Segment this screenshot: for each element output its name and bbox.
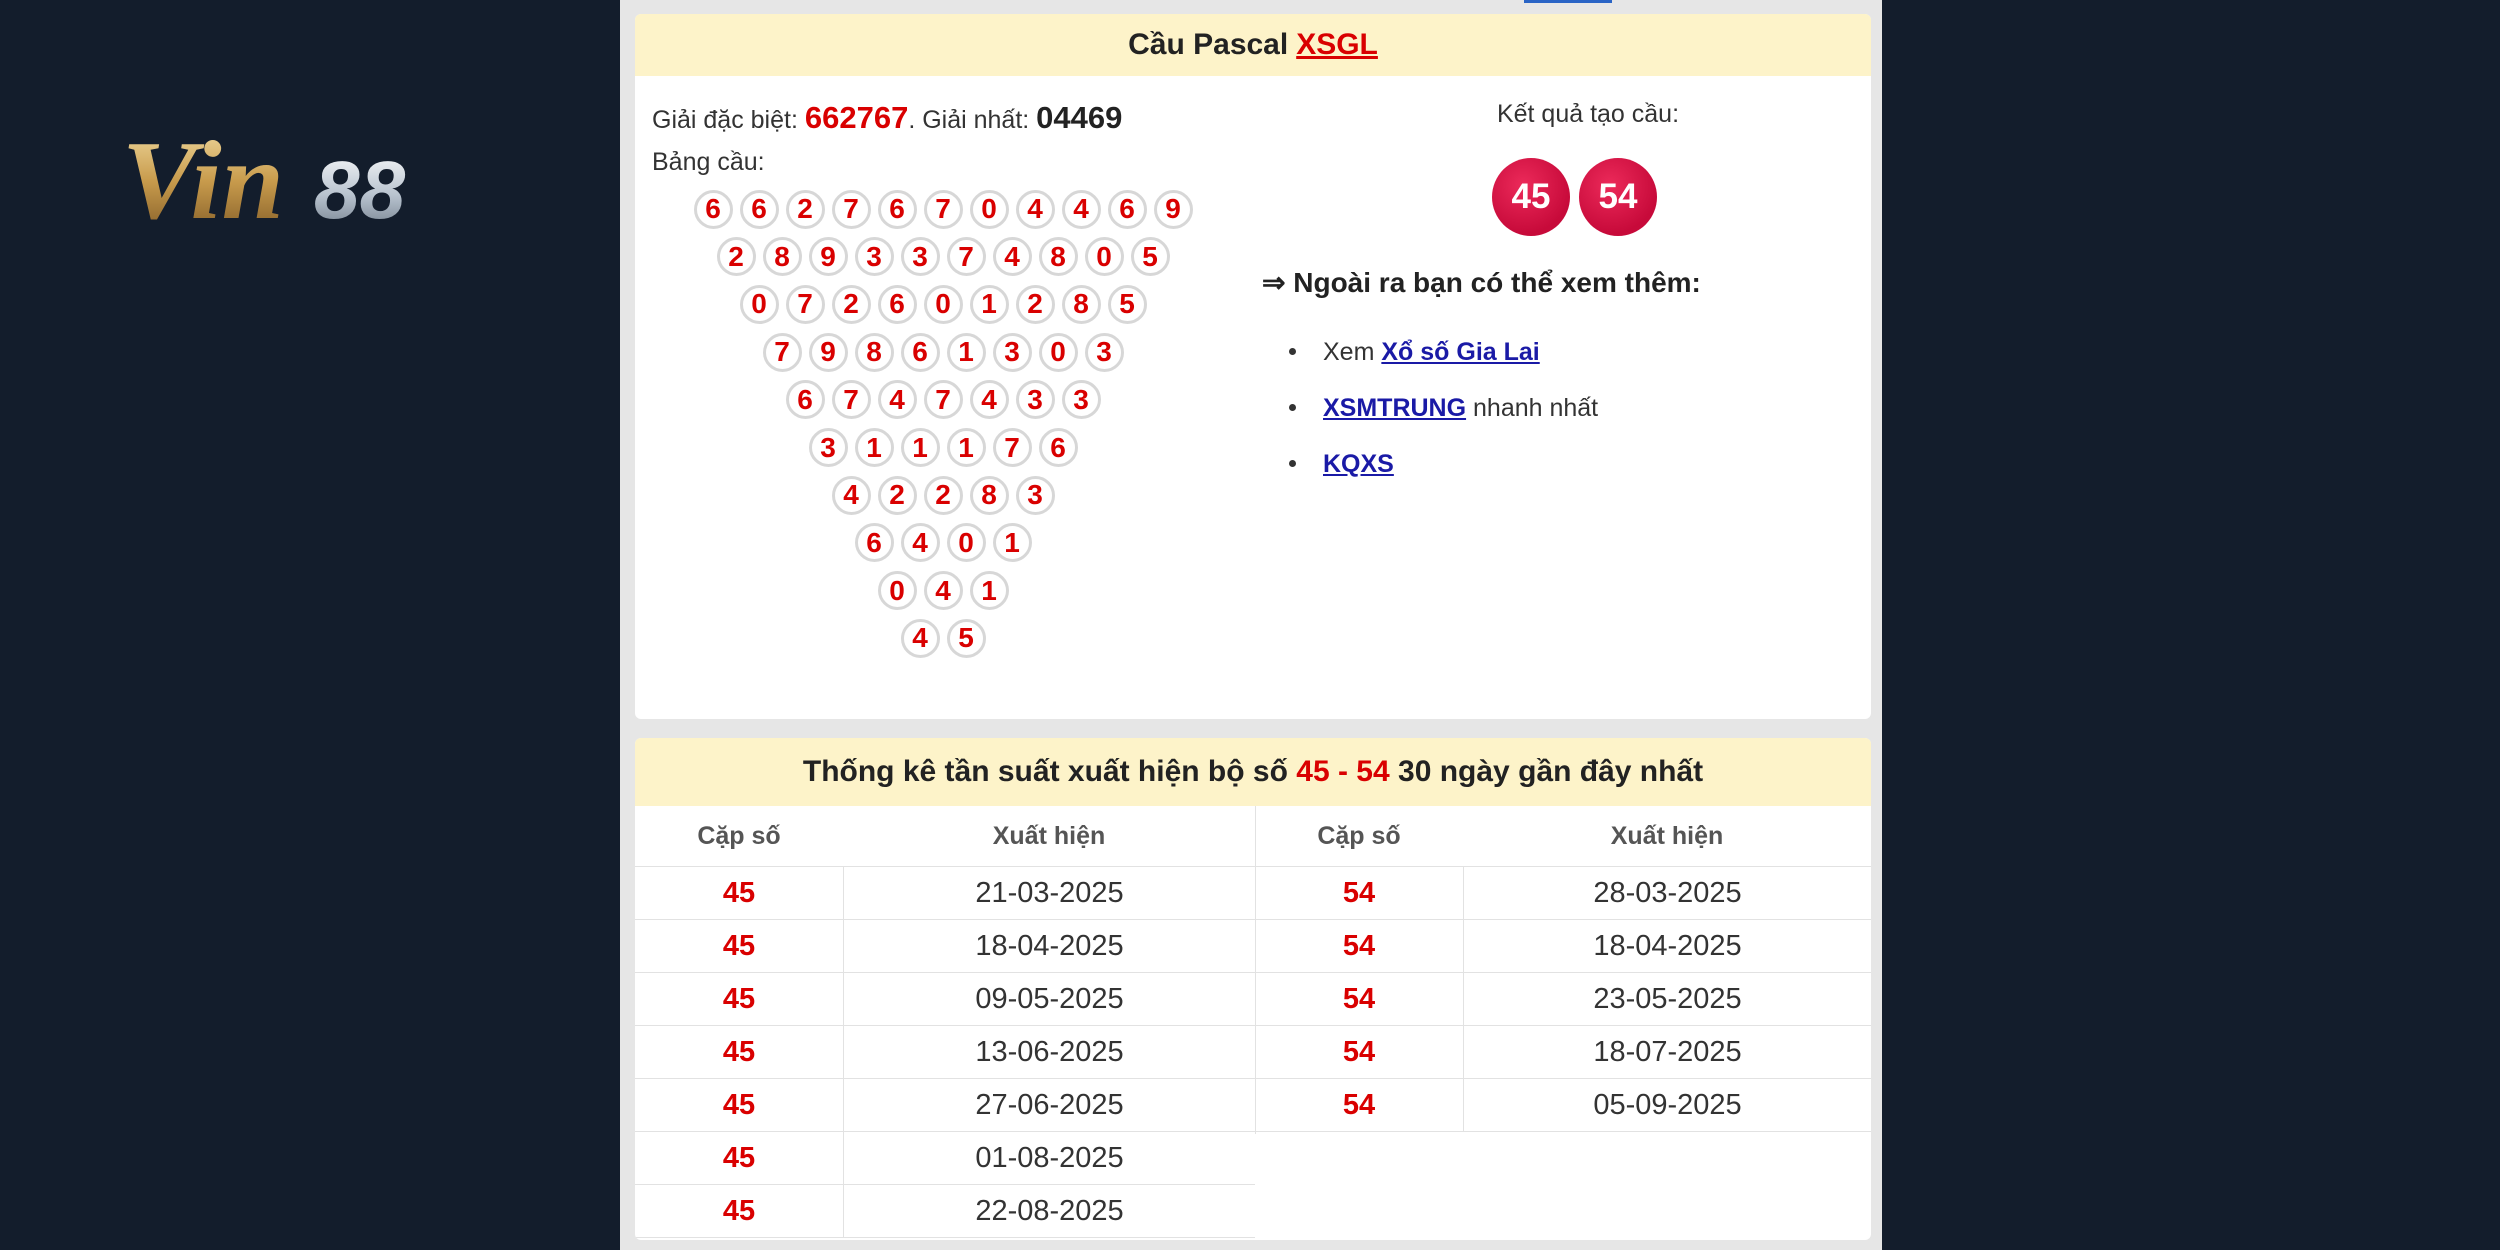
first-prize-label: . Giải nhất: bbox=[908, 106, 1037, 134]
date-cell: 05-09-2025 bbox=[1593, 1088, 1742, 1121]
table-row bbox=[1255, 867, 1871, 920]
table-right-half bbox=[1255, 806, 1871, 1132]
triangle-digit: 6 bbox=[1108, 190, 1147, 229]
pair-cell: 45 bbox=[635, 1185, 844, 1237]
pair-cell: 54 bbox=[1255, 1079, 1464, 1131]
list-item bbox=[1323, 380, 1598, 436]
triangle-digit: 1 bbox=[970, 285, 1009, 324]
col-date-header: Xuất hiện bbox=[992, 821, 1106, 850]
see-more-heading: ⇒ Ngoài ra bạn có thể xem thêm: bbox=[1262, 267, 1701, 298]
triangle-digit: 3 bbox=[1016, 380, 1055, 419]
pair-cell: 54 bbox=[1255, 867, 1464, 919]
triangle-digit: 0 bbox=[947, 523, 986, 562]
triangle-digit: 2 bbox=[786, 190, 825, 229]
table-label: Bảng cầu: bbox=[652, 148, 765, 176]
table-row bbox=[635, 920, 1255, 973]
col-pair-header: Cặp số bbox=[697, 821, 781, 850]
triangle-digit: 9 bbox=[1154, 190, 1193, 229]
logo-88-text: 88 bbox=[314, 145, 406, 233]
table-row bbox=[635, 867, 1255, 920]
pair-cell: 45 bbox=[635, 1079, 844, 1131]
frequency-title-prefix: Thống kê tần suất xuất hiện bộ số bbox=[802, 755, 1288, 788]
triangle-digit: 4 bbox=[993, 237, 1032, 276]
triangle-digit: 6 bbox=[855, 523, 894, 562]
triangle-digit: 2 bbox=[924, 476, 963, 515]
active-tab-indicator bbox=[1524, 0, 1612, 3]
date-cell: 18-04-2025 bbox=[975, 929, 1124, 962]
triangle-digit: 6 bbox=[901, 333, 940, 372]
table-row bbox=[635, 1026, 1255, 1079]
kqxs-link[interactable]: KQXS bbox=[1323, 449, 1394, 478]
triangle-digit: 3 bbox=[901, 237, 940, 276]
date-cell: 13-06-2025 bbox=[975, 1035, 1124, 1068]
triangle-digit: 2 bbox=[717, 237, 756, 276]
special-prize-value: 662767 bbox=[804, 100, 909, 135]
triangle-digit: 6 bbox=[1039, 428, 1078, 467]
pascal-card bbox=[635, 14, 1871, 719]
table-row bbox=[1255, 920, 1871, 973]
date-cell: 28-03-2025 bbox=[1593, 876, 1742, 909]
triangle-digit: 1 bbox=[947, 333, 986, 372]
triangle-digit: 7 bbox=[786, 285, 825, 324]
table-row bbox=[635, 1079, 1255, 1132]
triangle-digit: 0 bbox=[970, 190, 1009, 229]
table-row bbox=[1255, 1079, 1871, 1132]
special-prize-label: Giải đặc biệt: bbox=[652, 106, 805, 134]
triangle-digit: 4 bbox=[901, 619, 940, 658]
triangle-digit: 8 bbox=[970, 476, 1009, 515]
result-label: Kết quả tạo cầu: bbox=[1496, 100, 1680, 128]
triangle-digit: 4 bbox=[1016, 190, 1055, 229]
triangle-digit: 6 bbox=[740, 190, 779, 229]
list-item bbox=[1323, 324, 1598, 380]
frequency-card bbox=[635, 738, 1871, 1240]
pair-cell: 54 bbox=[1255, 1026, 1464, 1078]
triangle-digit: 3 bbox=[993, 333, 1032, 372]
triangle-digit: 1 bbox=[901, 428, 940, 467]
triangle-digit: 4 bbox=[1062, 190, 1101, 229]
pair-cell: 45 bbox=[635, 1132, 844, 1184]
triangle-digit: 7 bbox=[832, 380, 871, 419]
first-prize-value: 04469 bbox=[1036, 100, 1123, 135]
triangle-digit: 2 bbox=[878, 476, 917, 515]
pascal-title: Cầu Pascal bbox=[1128, 28, 1289, 61]
xo-so-gia-lai-link[interactable]: Xổ số Gia Lai bbox=[1381, 337, 1540, 366]
triangle-digit: 6 bbox=[694, 190, 733, 229]
triangle-digit: 2 bbox=[1016, 285, 1055, 324]
triangle-digit: 0 bbox=[1039, 333, 1078, 372]
triangle-digit: 5 bbox=[1108, 285, 1147, 324]
triangle-digit: 8 bbox=[855, 333, 894, 372]
table-row bbox=[1255, 1026, 1871, 1079]
triangle-digit: 3 bbox=[809, 428, 848, 467]
triangle-digit: 0 bbox=[924, 285, 963, 324]
table-row bbox=[1255, 973, 1871, 1026]
triangle-digit: 7 bbox=[924, 380, 963, 419]
triangle-digit: 6 bbox=[878, 190, 917, 229]
link-prefix: Xem bbox=[1323, 337, 1375, 366]
triangle-digit: 4 bbox=[924, 571, 963, 610]
pair-cell: 54 bbox=[1255, 920, 1464, 972]
result-ball: 54 bbox=[1579, 158, 1657, 236]
table-header bbox=[635, 806, 1255, 867]
xsmtrung-link[interactable]: XSMTRUNG bbox=[1323, 393, 1467, 422]
main-content bbox=[620, 0, 1882, 1250]
triangle-digit: 8 bbox=[1062, 285, 1101, 324]
pair-cell: 45 bbox=[635, 1026, 844, 1078]
logo-vin-text: Vin bbox=[122, 119, 284, 233]
triangle-digit: 7 bbox=[924, 190, 963, 229]
vin88-logo[interactable] bbox=[122, 118, 482, 233]
date-cell: 27-06-2025 bbox=[975, 1088, 1124, 1121]
date-cell: 01-08-2025 bbox=[975, 1141, 1124, 1174]
date-cell: 18-07-2025 bbox=[1593, 1035, 1742, 1068]
col-pair-header: Cặp số bbox=[1317, 821, 1401, 850]
triangle-digit: 6 bbox=[786, 380, 825, 419]
pair-cell: 45 bbox=[635, 973, 844, 1025]
date-cell: 09-05-2025 bbox=[975, 982, 1124, 1015]
triangle-digit: 5 bbox=[947, 619, 986, 658]
triangle-digit: 8 bbox=[763, 237, 802, 276]
triangle-digit: 2 bbox=[832, 285, 871, 324]
triangle-digit: 0 bbox=[878, 571, 917, 610]
bullet-icon bbox=[1289, 348, 1296, 355]
triangle-digit: 4 bbox=[901, 523, 940, 562]
link-suffix: nhanh nhất bbox=[1466, 393, 1599, 422]
table-row bbox=[635, 1185, 1255, 1238]
triangle-digit: 7 bbox=[947, 237, 986, 276]
triangle-digit: 1 bbox=[947, 428, 986, 467]
triangle-digit: 8 bbox=[1039, 237, 1078, 276]
triangle-digit: 9 bbox=[809, 333, 848, 372]
date-cell: 21-03-2025 bbox=[975, 876, 1124, 909]
triangle-digit: 7 bbox=[993, 428, 1032, 467]
table-row bbox=[635, 1132, 1255, 1185]
see-more-list bbox=[1323, 324, 1598, 492]
pair-cell: 45 bbox=[635, 867, 844, 919]
xsgl-link[interactable]: XSGL bbox=[1296, 28, 1378, 61]
frequency-title-suffix: 30 ngày gần đây nhất bbox=[1398, 755, 1704, 788]
triangle-digit: 1 bbox=[993, 523, 1032, 562]
table-header bbox=[1255, 806, 1871, 867]
triangle-digit: 6 bbox=[878, 285, 917, 324]
table-row bbox=[635, 973, 1255, 1026]
date-cell: 18-04-2025 bbox=[1593, 929, 1742, 962]
triangle-digit: 7 bbox=[832, 190, 871, 229]
frequency-card-header bbox=[635, 738, 1871, 806]
triangle-digit: 7 bbox=[763, 333, 802, 372]
col-date-header: Xuất hiện bbox=[1610, 821, 1724, 850]
triangle-digit: 0 bbox=[1085, 237, 1124, 276]
date-cell: 23-05-2025 bbox=[1593, 982, 1742, 1015]
triangle-digit: 3 bbox=[1062, 380, 1101, 419]
triangle-digit: 1 bbox=[970, 571, 1009, 610]
bullet-icon bbox=[1289, 404, 1296, 411]
pair-cell: 45 bbox=[635, 920, 844, 972]
column-divider bbox=[1255, 806, 1256, 1134]
triangle-digit: 5 bbox=[1131, 237, 1170, 276]
triangle-digit: 9 bbox=[809, 237, 848, 276]
date-cell: 22-08-2025 bbox=[975, 1194, 1124, 1227]
list-item bbox=[1323, 436, 1598, 492]
triangle-digit: 4 bbox=[970, 380, 1009, 419]
triangle-digit: 3 bbox=[855, 237, 894, 276]
triangle-digit: 4 bbox=[878, 380, 917, 419]
pair-cell: 54 bbox=[1255, 973, 1464, 1025]
triangle-digit: 3 bbox=[1016, 476, 1055, 515]
triangle-digit: 3 bbox=[1085, 333, 1124, 372]
frequency-title-pair: 45 - 54 bbox=[1296, 755, 1390, 788]
result-ball: 45 bbox=[1492, 158, 1570, 236]
table-left-half bbox=[635, 806, 1255, 1238]
bullet-icon bbox=[1289, 460, 1296, 467]
triangle-digit: 0 bbox=[740, 285, 779, 324]
triangle-digit: 1 bbox=[855, 428, 894, 467]
triangle-digit: 4 bbox=[832, 476, 871, 515]
